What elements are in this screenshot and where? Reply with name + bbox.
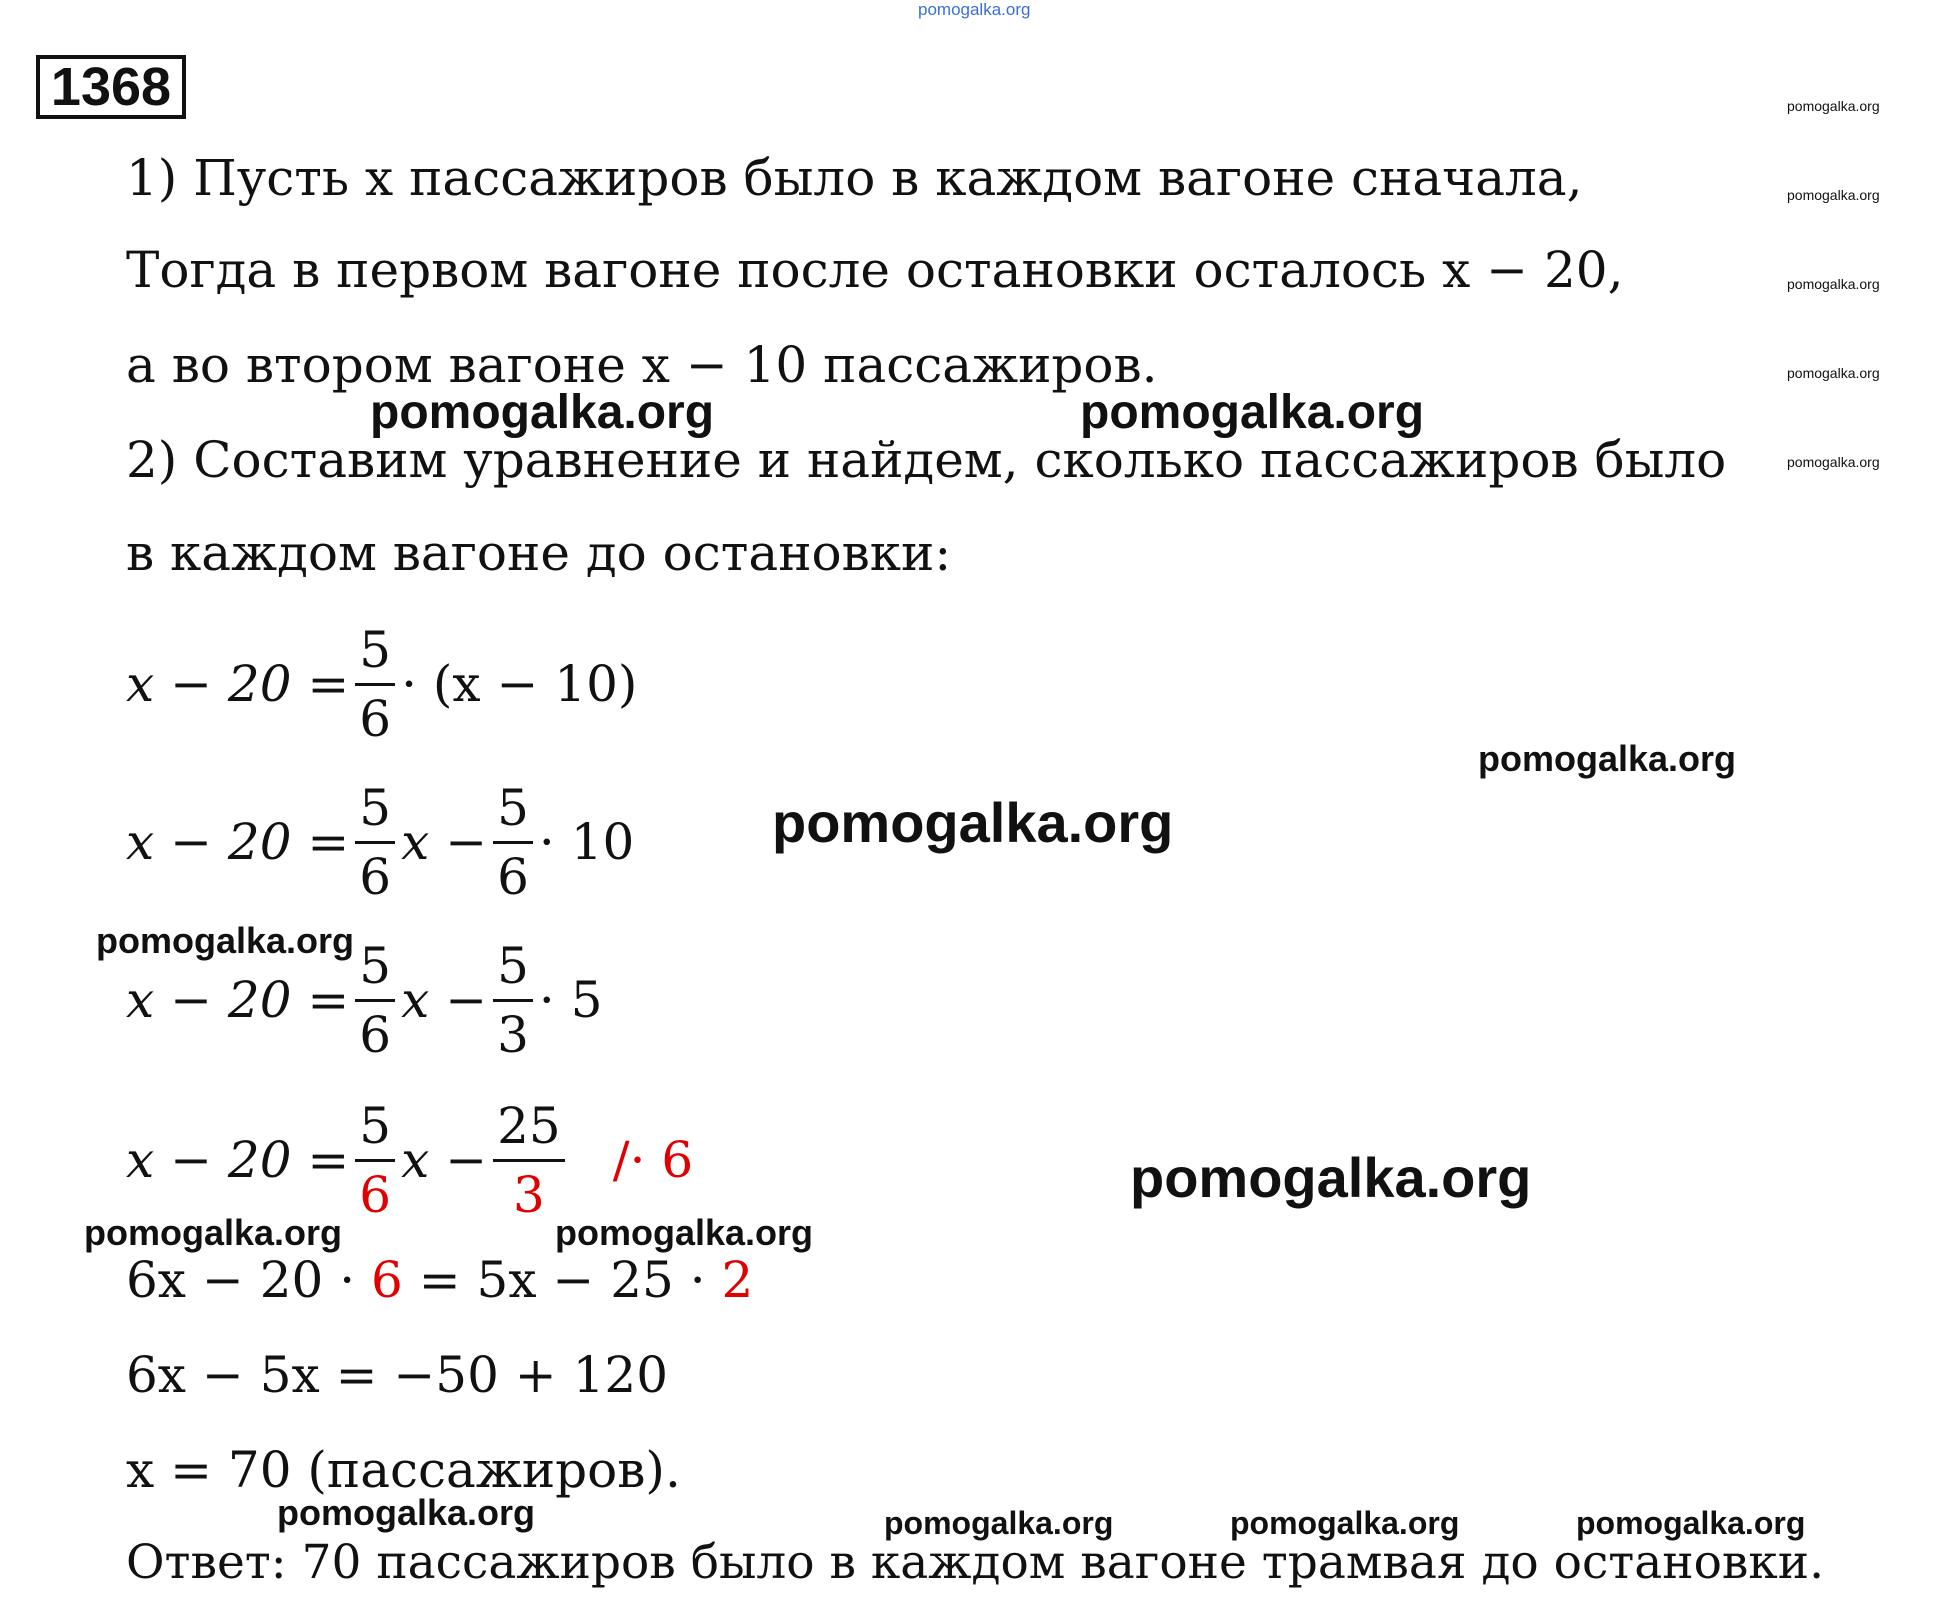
watermark-side: pomogalka.org — [1787, 276, 1880, 292]
denominator: 6 — [359, 1165, 392, 1224]
watermark-overlay: pomogalka.org — [555, 1212, 814, 1253]
eq5-red2: 2 — [721, 1251, 754, 1309]
denominator: 6 — [359, 847, 392, 906]
equation-3 — [126, 920, 603, 1080]
watermark-overlay: pomogalka.org — [1130, 1146, 1532, 1209]
eq1-lhs: x − 20 = — [126, 655, 350, 713]
watermark-overlay: pomogalka.org — [1576, 1505, 1806, 1541]
eq4-mid: x − — [401, 1131, 488, 1189]
fraction — [355, 936, 395, 1064]
fraction — [355, 1096, 395, 1224]
watermark-overlay: pomogalka.org — [884, 1505, 1114, 1541]
numerator: 5 — [355, 941, 395, 1002]
numerator: 25 — [493, 1101, 565, 1162]
eq4-multiplier: /· 6 — [612, 1131, 694, 1189]
watermark-overlay: pomogalka.org — [96, 920, 355, 961]
eq2-mid: x − — [401, 813, 488, 871]
denominator: 6 — [497, 847, 529, 906]
text-line-4: 2) Составим уравнение и найдем, сколько пассажиров было — [126, 431, 1727, 489]
equation-1 — [126, 604, 637, 764]
numerator: 5 — [493, 783, 533, 844]
eq3-rhs: · 5 — [538, 971, 603, 1029]
text-line-5: в каждом вагоне до остановки: — [126, 524, 952, 582]
eq5-part1: 6x − 20 · — [126, 1251, 356, 1309]
eq2-rhs: · 10 — [538, 813, 635, 871]
numerator: 5 — [355, 783, 395, 844]
watermark-side: pomogalka.org — [1787, 98, 1880, 114]
eq4-lhs: x − 20 = — [126, 1131, 350, 1189]
fraction — [493, 1096, 565, 1224]
eq3-mid: x − — [401, 971, 488, 1029]
eq5-red1: 6 — [371, 1251, 403, 1309]
equation-7: x = 70 (пассажиров). — [126, 1441, 681, 1499]
text-line-3: а во втором вагоне x − 10 пассажиров. — [126, 336, 1158, 394]
numerator: 5 — [493, 941, 533, 1002]
problem-number: 1368 — [36, 55, 186, 119]
watermark-side: pomogalka.org — [1787, 454, 1880, 470]
equation-2 — [126, 762, 634, 922]
denominator: 6 — [359, 689, 392, 748]
watermark-overlay: pomogalka.org — [277, 1492, 536, 1533]
eq2-lhs: x − 20 = — [126, 813, 350, 871]
watermark-side: pomogalka.org — [1787, 187, 1880, 203]
denominator: 6 — [359, 1005, 392, 1064]
watermark-side: pomogalka.org — [1787, 365, 1880, 381]
numerator: 5 — [355, 1101, 395, 1162]
eq1-rhs: · (x − 10) — [401, 655, 638, 713]
fraction — [355, 778, 395, 906]
watermark-overlay: pomogalka.org — [1230, 1505, 1460, 1541]
answer: Ответ: 70 пассажиров было в каждом вагоне трамвая до остановки. — [126, 1535, 1825, 1590]
equation-5 — [126, 1250, 753, 1310]
fraction — [355, 620, 395, 748]
denominator: 3 — [513, 1165, 545, 1224]
watermark-top: pomogalka.org — [918, 0, 1031, 19]
text-line-1: 1) Пусть x пассажиров было в каждом вагоне сначала, — [126, 149, 1583, 207]
watermark-overlay: pomogalka.org — [84, 1212, 343, 1253]
eq5-part2: = 5x − 25 · — [418, 1251, 706, 1309]
watermark-overlay: pomogalka.org — [1478, 738, 1737, 779]
eq3-lhs: x − 20 = — [126, 971, 350, 1029]
numerator: 5 — [355, 625, 395, 686]
watermark-overlay: pomogalka.org — [1080, 386, 1425, 439]
watermark-overlay: pomogalka.org — [370, 386, 715, 439]
equation-6: 6x − 5x = −50 + 120 — [126, 1346, 669, 1404]
watermark-overlay: pomogalka.org — [772, 791, 1174, 854]
fraction — [493, 778, 533, 906]
fraction — [493, 936, 533, 1064]
text-line-2: Тогда в первом вагоне после остановки осталось x − 20, — [126, 241, 1624, 299]
denominator: 3 — [497, 1005, 529, 1064]
